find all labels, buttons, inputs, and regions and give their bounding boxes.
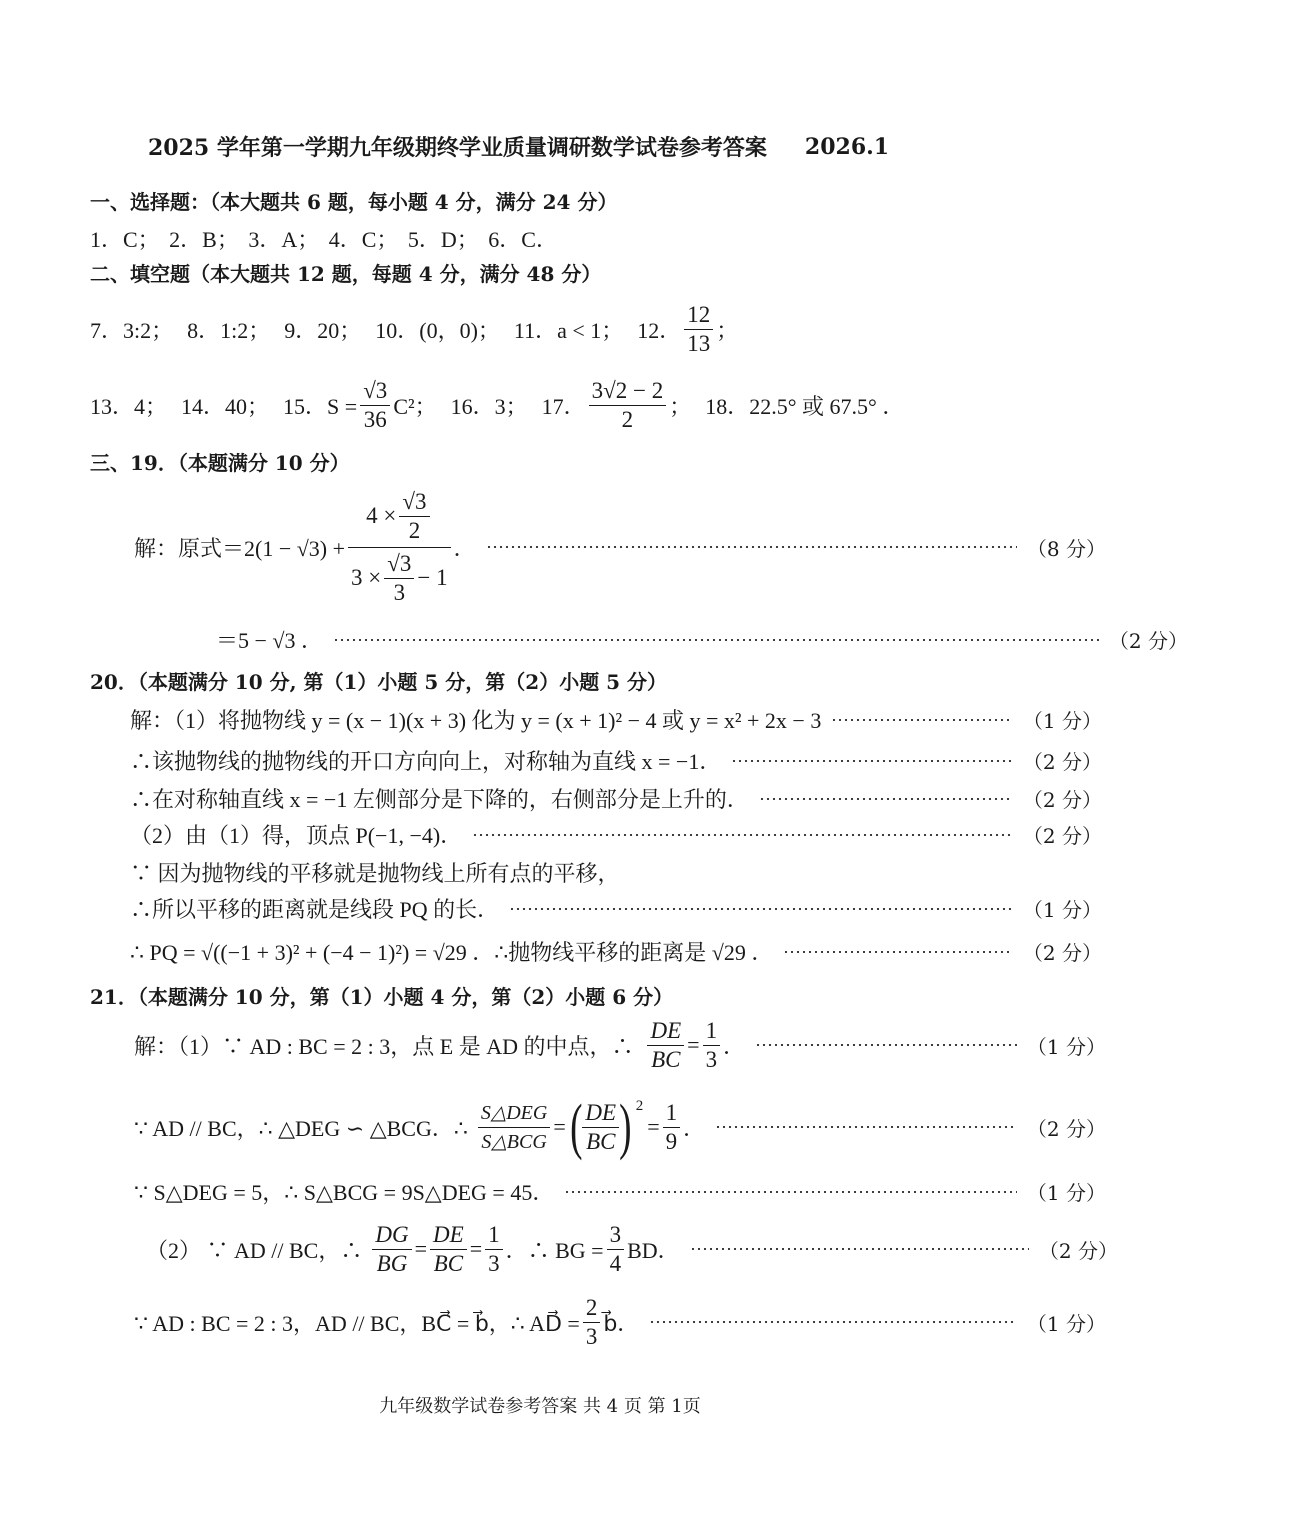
q21-l4-frac1	[372, 1221, 411, 1278]
q21-l1-eq: =	[687, 1032, 700, 1057]
leader-dots	[755, 1044, 1017, 1046]
q20-line4-text: （2）由（1）得，顶点 P(−1, −4)．	[130, 823, 463, 848]
answer-15-numerator: √3	[360, 377, 390, 406]
q21-l2-frac2-num: DE	[582, 1099, 619, 1128]
answer-10: 10．(0，0)；	[375, 317, 500, 343]
right-paren: )	[619, 1093, 632, 1161]
q20-line2-text: ∴该抛物线的抛物线的开口方向向上，对称轴为直线 x = −1．	[130, 749, 722, 774]
answer-17-denominator: 2	[621, 406, 634, 432]
q20-line3-score: （2 分）	[1022, 788, 1102, 812]
leader-dots	[783, 951, 1013, 953]
answer-16: 16．3；	[450, 393, 528, 419]
q21-l4-frac3-num: 1	[485, 1221, 503, 1250]
q21-line4	[0, 1218, 1226, 1280]
leader-dots	[731, 760, 1013, 762]
leader-dots	[509, 908, 1013, 910]
q19-step2	[0, 624, 1296, 655]
q20-line7-score: （2 分）	[1022, 941, 1102, 965]
q20-line6-score: （1 分）	[1022, 898, 1102, 922]
q21-l2-frac1-num: S△DEG	[478, 1099, 550, 1128]
q19-step1-prefix: 解：原式＝2(1 − √3) +	[134, 535, 346, 561]
q21-l1-frac1-num: DE	[647, 1017, 684, 1046]
q21-line1-score: （1 分）	[1026, 1034, 1106, 1059]
leader-dots	[564, 1191, 1017, 1193]
answer-12-end: ；	[716, 317, 739, 343]
answer-12-denominator: 13	[687, 330, 711, 356]
q21-l5-end: b⃗．	[603, 1310, 640, 1336]
q21-line4-score: （2 分）	[1038, 1238, 1118, 1263]
q19-step1-end: ．	[453, 535, 476, 561]
answer-17-label: 17．	[541, 393, 586, 419]
q21-l2-frac1	[478, 1099, 550, 1156]
q21-l2-eq1: =	[553, 1114, 566, 1139]
q19-den-frac-den: 3	[393, 579, 406, 605]
q21-l2-frac2-den: BC	[586, 1128, 616, 1154]
leader-dots	[690, 1248, 1029, 1250]
answer-12-fraction	[684, 301, 713, 358]
q21-heading-row	[0, 981, 1170, 1010]
q21-l2-frac1-den: S△BCG	[481, 1130, 547, 1153]
q21-line5-score: （1 分）	[1026, 1311, 1106, 1336]
q21-heading: 21．（本题满分 10 分，第（1）小题 4 分，第（2）小题 6 分）	[90, 985, 674, 1009]
leader-dots	[759, 798, 1013, 800]
leader-dots	[486, 546, 1017, 548]
q20-line7	[0, 936, 1210, 967]
q21-line1	[0, 1014, 1214, 1076]
q21-l4-frac1-num: DG	[372, 1221, 411, 1250]
q20-line3	[0, 783, 1210, 814]
q21-l1-frac2-num: 1	[703, 1017, 721, 1046]
q21-line2	[0, 1094, 1214, 1160]
q21-line3-text: ∵ S△DEG = 5，∴ S△BCG = 9S△DEG = 45．	[134, 1180, 555, 1205]
answer-15-denominator: 36	[363, 406, 387, 432]
q21-l4-end: BD．	[627, 1237, 680, 1263]
q19-den-left: 3 ×	[351, 565, 382, 590]
q20-line6	[0, 893, 1210, 924]
q19-num-frac-num: √3	[399, 488, 429, 517]
section1-heading: 一、选择题：（本大题共 6 题，每小题 4 分，满分 24 分）	[90, 190, 618, 214]
left-paren: (	[569, 1093, 583, 1161]
answer-8: 8．1:2；	[187, 317, 271, 343]
q21-l2-power: 2	[635, 1098, 644, 1114]
q19-den-fraction	[384, 550, 414, 607]
q19-den-right: − 1	[417, 565, 448, 590]
q21-l4-frac2	[430, 1221, 467, 1278]
q21-l4-frac2-den: BC	[433, 1250, 464, 1276]
q20-line4	[0, 819, 1210, 850]
q21-l4-frac4-den: 4	[609, 1250, 622, 1276]
section1-answers: 1．C； 2．B； 3．A； 4．C； 5．D； 6．C．	[90, 227, 558, 252]
q21-line3	[0, 1176, 1214, 1207]
q19-step1	[0, 484, 1214, 610]
q21-l4-mid: ．∴ BG =	[505, 1237, 604, 1263]
q21-l5-frac-num: 2	[583, 1294, 601, 1323]
answer-15-tail: C²；	[393, 393, 437, 419]
answer-11: 11．a < 1；	[513, 317, 624, 343]
exam-date: 2026.1	[804, 133, 890, 160]
q19-den-frac-num: √3	[384, 550, 414, 579]
q21-l1-frac2	[703, 1017, 721, 1074]
q19-complex-numerator	[348, 488, 450, 548]
q21-l4-frac3	[485, 1221, 503, 1278]
q21-l5-frac-den: 3	[585, 1323, 598, 1349]
q21-l2-eq2: =	[647, 1114, 660, 1139]
q21-l1-end: ．	[723, 1033, 746, 1059]
q21-l2-end: ．	[683, 1115, 706, 1141]
q21-l2-frac2	[582, 1099, 619, 1156]
q21-line2-prefix: ∵ AD // BC，∴ △DEG ∽ △BCG．∴	[134, 1115, 468, 1141]
answer-13: 13．4；	[90, 393, 168, 419]
q21-line3-score: （1 分）	[1026, 1181, 1106, 1205]
answer-17-end: ；	[669, 393, 692, 419]
answer-15-fraction	[360, 377, 390, 434]
q21-l2-frac3-den: 9	[665, 1128, 678, 1154]
leader-dots	[333, 639, 1099, 641]
q20-line2	[0, 745, 1210, 776]
q20-line1-text: 解：（1）将抛物线 y = (x − 1)(x + 3) 化为 y = (x + 1)² − 4 或 y = x² + 2x − 3	[130, 708, 822, 733]
q19-heading: 三、19．（本题满分 10 分）	[90, 451, 350, 475]
q21-line2-score: （2 分）	[1026, 1116, 1106, 1141]
section2-line1	[0, 300, 1170, 358]
leader-dots	[649, 1321, 1017, 1323]
q20-line1-score: （1 分）	[1022, 709, 1102, 733]
q21-l1-frac2-den: 3	[705, 1046, 718, 1072]
section1-heading-row	[0, 186, 1170, 215]
q19-step2-score: （2 分）	[1108, 629, 1188, 653]
leader-dots	[831, 719, 1013, 721]
q20-heading: 20．（本题满分 10 分, 第（1）小题 5 分，第（2）小题 5 分）	[90, 670, 668, 694]
q21-l4-frac4-num: 3	[607, 1221, 625, 1250]
q19-complex-fraction	[348, 488, 451, 607]
q21-l4-frac2-num: DE	[430, 1221, 467, 1250]
q19-heading-row	[0, 447, 1170, 476]
q20-line5-text: ∵ 因为抛物线的平移就是抛物线上所有点的平移，	[130, 861, 620, 886]
answer-17-fraction	[589, 377, 667, 434]
q20-line3-text: ∴在对称轴直线 x = −1 左侧部分是下降的，右侧部分是上升的．	[130, 787, 749, 812]
q21-line5	[0, 1292, 1214, 1352]
page-title: 2025 学年第一学期九年级期终学业质量调研数学试卷参考答案	[148, 135, 767, 161]
q21-line4-prefix: （2） ∵ AD // BC，∴	[146, 1237, 363, 1263]
q21-l4-frac1-den: BG	[376, 1250, 408, 1276]
q19-complex-denominator	[348, 548, 451, 607]
q19-step1-score: （8 分）	[1026, 536, 1106, 561]
q21-l4-frac4	[607, 1221, 625, 1278]
answer-9: 9．20；	[284, 317, 362, 343]
q20-line5	[0, 857, 1210, 888]
q21-l4-eq2: =	[469, 1236, 483, 1261]
q21-l1-frac1-den: BC	[651, 1046, 681, 1072]
answer-7: 7．3:2；	[90, 317, 174, 343]
q21-l4-eq1: =	[414, 1236, 428, 1261]
section2-line2	[0, 375, 1170, 435]
q20-heading-row	[0, 666, 1170, 695]
section2-heading: 二、填空题（本大题共 12 题，每题 4 分，满分 48 分）	[90, 262, 602, 286]
q21-line5-prefix: ∵ AD : BC = 2 : 3，AD // BC，BC⃗ = b⃗，∴ AD⃗ =	[134, 1310, 580, 1336]
q19-num-fraction	[399, 488, 429, 545]
q21-l4-frac3-den: 3	[488, 1250, 500, 1276]
q21-l2-frac3	[663, 1099, 681, 1156]
q20-line7-text: ∴ PQ = √((−1 + 3)² + (−4 − 1)²) = √29 ．∴抛物线平移的距离是 √29 ．	[130, 940, 774, 965]
q20-line6-text: ∴所以平移的距离就是线段 PQ 的长．	[130, 897, 500, 922]
q19-num-frac-den: 2	[408, 517, 421, 543]
answer-12-label: 12．	[637, 317, 682, 343]
answer-15-label: 15．S =	[283, 393, 358, 419]
page-footer: 九年级数学试卷参考答案 共 4 页 第 1页	[379, 1396, 701, 1417]
answer-17-numerator: 3√2 − 2	[589, 377, 667, 406]
answer-14: 14．40；	[181, 393, 270, 419]
answer-18: 18．22.5° 或 67.5° ．	[705, 393, 905, 419]
q21-l5-frac	[583, 1294, 601, 1351]
section1-answers-row	[0, 223, 1170, 254]
section2-heading-row	[0, 258, 1170, 287]
q21-l2-frac3-num: 1	[663, 1099, 681, 1128]
answer-12-numerator: 12	[684, 301, 713, 330]
q20-line2-score: （2 分）	[1022, 750, 1102, 774]
leader-dots	[715, 1126, 1017, 1128]
leader-dots	[472, 834, 1013, 836]
q21-l1-frac1	[647, 1017, 684, 1074]
q20-line4-score: （2 分）	[1022, 824, 1102, 848]
q20-line1	[0, 704, 1210, 735]
page-title-row	[0, 131, 1228, 162]
q19-step2-text: ＝5 − √3 ．	[216, 628, 323, 653]
q21-line1-prefix: 解：（1）∵ AD : BC = 2 : 3，点 E 是 AD 的中点，∴	[134, 1033, 634, 1059]
q19-num-left: 4 ×	[366, 503, 397, 528]
